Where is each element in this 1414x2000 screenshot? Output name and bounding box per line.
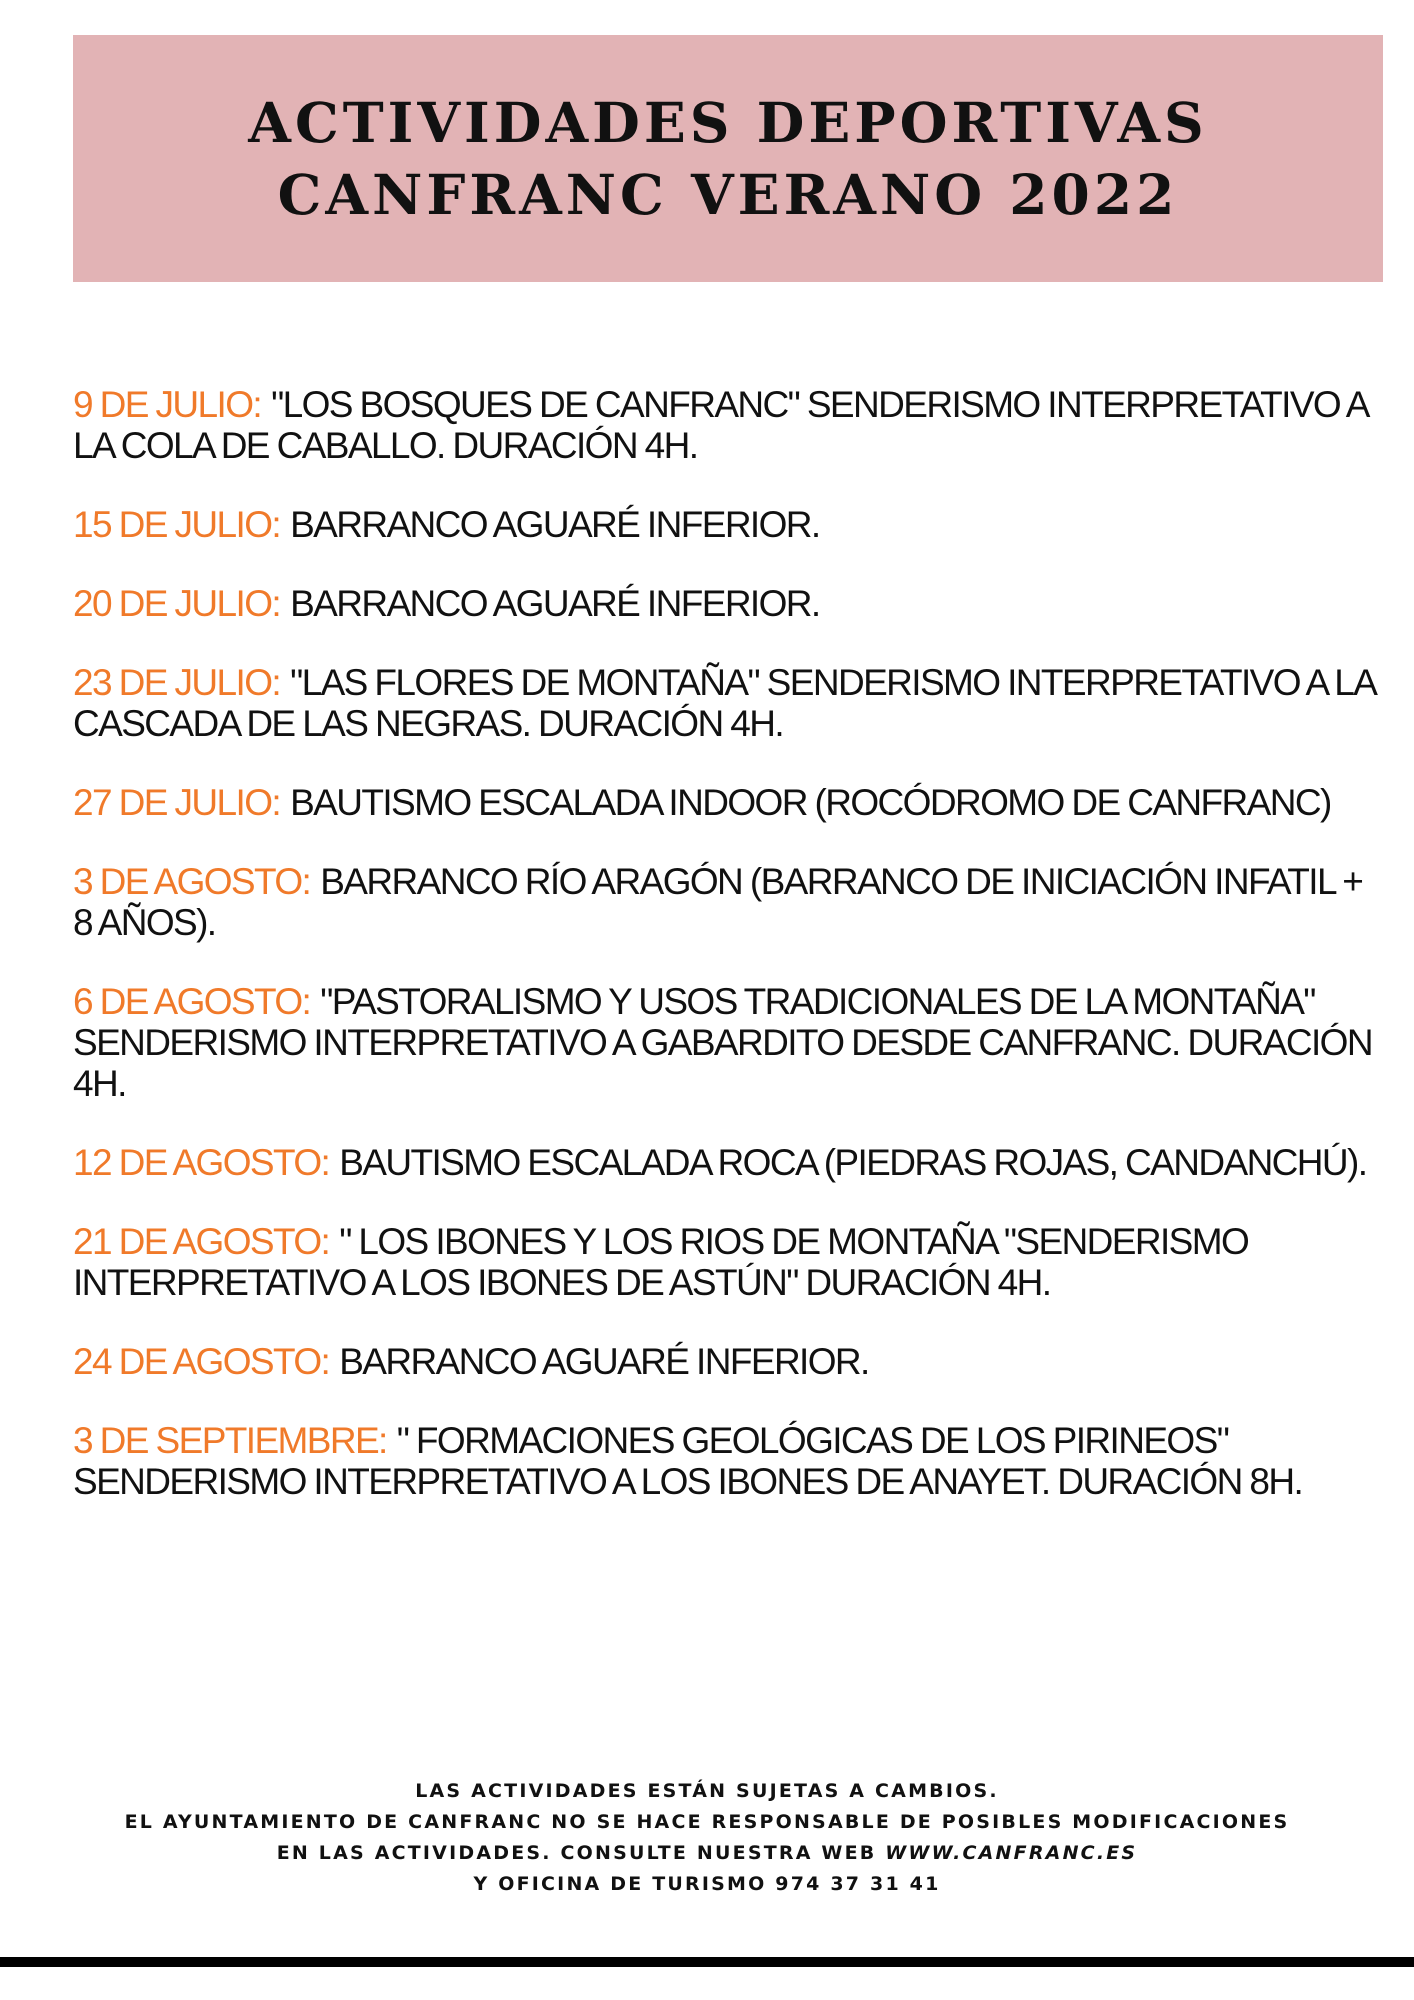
activity-date: 6 DE AGOSTO: [73,981,311,1022]
activity-date: 9 DE JULIO: [73,384,262,425]
disclaimer-footer [0,1776,1414,1900]
disclaimer-line-2: EL AYUNTAMIENTO DE CANFRANC NO SE HACE RESPONSABLE DE POSIBLES MODIFICACIONES [124,1811,1290,1833]
activity-item [73,782,1383,823]
activity-date: 3 DE SEPTIEMBRE: [73,1420,387,1461]
activity-item [73,504,1383,545]
activity-description: "LAS FLORES DE MONTAÑA" SENDERISMO INTERPRETATIVO A LA CASCADA DE LAS NEGRAS. DURACIÓN 4H. [73,662,1375,744]
activity-description: BARRANCO AGUARÉ INFERIOR. [339,1341,869,1382]
activity-item [73,1341,1383,1382]
activity-description: " LOS IBONES Y LOS RIOS DE MONTAÑA "SENDERISMO INTERPRETATIVO A LOS IBONES DE ASTÚN" DURACIÓN 4H. [73,1221,1249,1303]
disclaimer-line-3-text: EN LAS ACTIVIDADES. CONSULTE NUESTRA WEB [276,1842,886,1864]
activity-item [73,583,1383,624]
activity-description: BARRANCO RÍO ARAGÓN (BARRANCO DE INICIACIÓN INFATIL + 8 AÑOS). [73,861,1363,943]
activity-description: "LOS BOSQUES DE CANFRANC" SENDERISMO INTERPRETATIVO A LA COLA DE CABALLO. DURACIÓN 4H. [73,384,1367,466]
activity-item [73,1142,1383,1183]
activity-item [73,981,1383,1104]
activity-description: BAUTISMO ESCALADA INDOOR (ROCÓDROMO DE CANFRANC) [290,782,1331,823]
activity-date: 3 DE AGOSTO: [73,861,311,902]
activity-item [73,662,1383,744]
title-line-1: ACTIVIDADES DEPORTIVAS [248,89,1208,155]
activity-list [73,384,1383,1540]
activity-item [73,384,1383,466]
bottom-divider-bar [0,1957,1414,1967]
title-banner [73,35,1383,282]
activity-date: 23 DE JULIO: [73,662,281,703]
activity-date: 24 DE AGOSTO: [73,1341,330,1382]
activity-description: BAUTISMO ESCALADA ROCA (PIEDRAS ROJAS, CANDANCHÚ). [339,1142,1367,1183]
activity-date: 15 DE JULIO: [73,504,281,545]
activity-description: BARRANCO AGUARÉ INFERIOR. [290,504,820,545]
disclaimer-line-4: Y OFICINA DE TURISMO 974 37 31 41 [473,1873,941,1895]
title-line-2: CANFRANC VERANO 2022 [277,161,1179,227]
activity-item [73,1420,1383,1502]
website-link[interactable]: WWW.CANFRANC.ES [885,1842,1138,1864]
activity-date: 27 DE JULIO: [73,782,281,823]
activity-item [73,1221,1383,1303]
activity-date: 21 DE AGOSTO: [73,1221,330,1262]
disclaimer-line-3 [0,1838,1414,1869]
activity-description: " FORMACIONES GEOLÓGICAS DE LOS PIRINEOS" SENDERISMO INTERPRETATIVO A LOS IBONES DE ANAYET. DURACIÓN 8H. [73,1420,1303,1502]
disclaimer-line-1: LAS ACTIVIDADES ESTÁN SUJETAS A CAMBIOS. [415,1780,999,1802]
activity-description: BARRANCO AGUARÉ INFERIOR. [290,583,820,624]
activity-item [73,861,1383,943]
activity-date: 12 DE AGOSTO: [73,1142,330,1183]
activity-date: 20 DE JULIO: [73,583,281,624]
activity-description: "PASTORALISMO Y USOS TRADICIONALES DE LA MONTAÑA" SENDERISMO INTERPRETATIVO A GABARDITO DESDE CANFRANC. DURACIÓN 4H. [73,981,1372,1104]
